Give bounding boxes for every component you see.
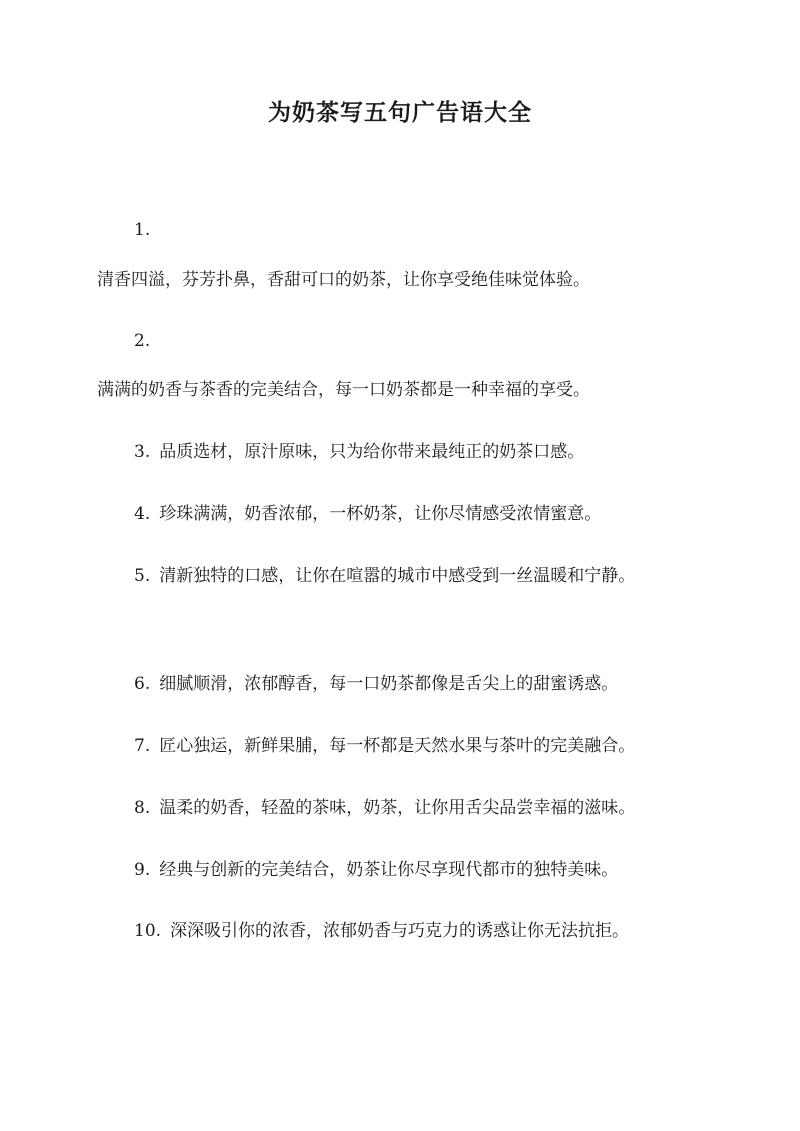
item-5-number: 5.	[134, 566, 151, 586]
item-10-number: 10.	[134, 921, 162, 941]
item-1-text: 清香四溢，芬芳扑鼻，香甜可口的奶茶，让你享受绝佳味觉体验。	[97, 270, 590, 290]
item-3-number: 3.	[134, 442, 151, 462]
list-item	[134, 734, 635, 758]
item-5-text: 清新独特的口感，让你在喧嚣的城市中感受到一丝温暖和宁静。	[159, 566, 636, 586]
item-6-number: 6.	[134, 674, 151, 694]
item-9-text: 经典与创新的完美结合，奶茶让你尽享现代都市的独特美味。	[159, 860, 619, 880]
list-item	[134, 919, 629, 943]
list-item	[134, 502, 601, 526]
item-3-text: 品质选材，原汁原味，只为给你带来最纯正的奶茶口感。	[159, 442, 585, 462]
item-10-text: 深深吸引你的浓香，浓郁奶香与巧克力的诱惑让你无法抗拒。	[170, 921, 630, 941]
list-item	[134, 564, 635, 588]
item-1-number: 1.	[134, 220, 151, 240]
list-item	[134, 440, 584, 464]
list-item	[134, 796, 635, 820]
item-6-text: 细腻顺滑，浓郁醇香，每一口奶茶都像是舌尖上的甜蜜诱惑。	[159, 674, 619, 694]
item-8-text: 温柔的奶香，轻盈的茶味，奶茶，让你用舌尖品尝幸福的滋味。	[159, 798, 636, 818]
item-7-text: 匠心独运，新鲜果脯，每一杯都是天然水果与茶叶的完美融合。	[159, 736, 636, 756]
list-item	[134, 672, 618, 696]
item-8-number: 8.	[134, 798, 151, 818]
item-9-number: 9.	[134, 860, 151, 880]
item-7-number: 7.	[134, 736, 151, 756]
item-4-number: 4.	[134, 504, 151, 524]
item-4-text: 珍珠满满，奶香浓郁，一杯奶茶，让你尽情感受浓情蜜意。	[159, 504, 602, 524]
document-title: 为奶茶写五句广告语大全	[268, 99, 532, 126]
item-2-number: 2.	[134, 331, 151, 351]
list-item	[134, 858, 618, 882]
item-2-text: 满满的奶香与茶香的完美结合，每一口奶茶都是一种幸福的享受。	[97, 380, 590, 400]
